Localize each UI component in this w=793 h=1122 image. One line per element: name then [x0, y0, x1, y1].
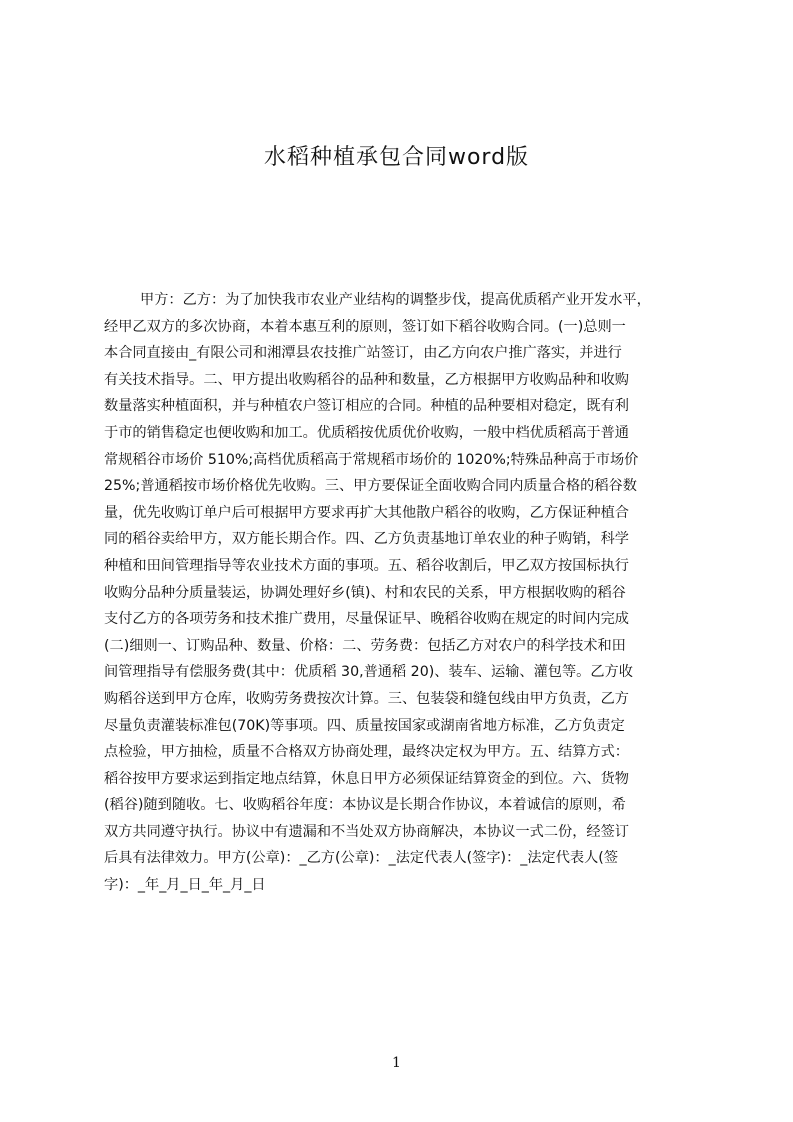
body-line: 量，优先收购订单户后可根据甲方要求再扩大其他散户稻谷的收购，乙方保证种植合	[104, 504, 629, 521]
body-line: 后具有法律效力。甲方(公章)：_乙方(公章)：_法定代表人(签字)：_法定代表人(签	[104, 850, 619, 867]
body-line: 尽量负责灌装标准包(70K)等事项。四、质量按国家或湖南省地方标准，乙方负责定	[104, 717, 625, 734]
body-line: 甲方：乙方：为了加快我市农业产业结构的调整步伐，提高优质稻产业开发水平，	[140, 292, 651, 308]
body-line: 经甲乙双方的多次协商，本着本惠互利的原则，签订如下稻谷收购合同。(一)总则一	[104, 318, 626, 335]
page-number: 1	[392, 1055, 401, 1071]
body-line: 购稻谷送到甲方仓库，收购劳务费按次计算。三、包装袋和缝包线由甲方负责，乙方	[104, 690, 629, 707]
body-line: 于市的销售稳定也便收购和加工。优质稻按优质优价收购，一般中档优质稻高于普通	[104, 424, 629, 441]
body-line: 收购分品种分质量装运，协调处理好乡(镇)、村和农民的关系，甲方根据收购的稻谷	[104, 584, 626, 601]
body-line: 稻谷按甲方要求运到指定地点结算，休息日甲方必须保证结算资金的到位。六、货物	[104, 770, 629, 787]
body-line: 支付乙方的各项劳务和技术推广费用，尽量保证早、晚稻谷收购在规定的时间内完成	[104, 611, 629, 628]
body-line: 双方共同遵守执行。协议中有遗漏和不当处双方协商解决，本协议一式二份，经签订	[104, 823, 629, 840]
body-line: 同的稻谷卖给甲方，双方能长期合作。四、乙方负责基地订单农业的种子购销，科学	[104, 531, 629, 548]
body-line: (稻谷)随到随收。七、收购稻谷年度：本协议是长期合作协议，本着诚信的原则，希	[104, 797, 626, 814]
body-line: 25%;普通稻按市场价格优先收购。三、甲方要保证全面收购合同内质量合格的稻谷数	[104, 478, 637, 495]
contract-body	[104, 287, 698, 899]
document-title: 水稻种植承包合同word版	[263, 145, 530, 170]
body-line: 间管理指导有偿服务费(其中：优质稻 30,普通稻 20)、装车、运输、灌包等。乙方收	[104, 664, 633, 681]
body-line: 本合同直接由_有限公司和湘潭县农技推广站签订，由乙方向农户推广落实，并进行	[104, 345, 622, 362]
body-line: 点检验，甲方抽检，质量不合格双方协商处理，最终决定权为甲方。五、结算方式：	[104, 744, 629, 761]
body-line: 字)：_年_月_日_年_月_日	[104, 877, 266, 894]
body-line: (二)细则一、订购品种、数量、价格：二、劳务费：包括乙方对农户的科学技术和田	[104, 637, 626, 654]
body-line: 数量落实种植面积，并与种植农户签订相应的合同。种植的品种要相对稳定，既有利	[104, 398, 629, 415]
body-line: 有关技术指导。二、甲方提出收购稻谷的品种和数量，乙方根据甲方收购品种和收购	[104, 371, 629, 388]
body-line: 种植和田间管理指导等农业技术方面的事项。五、稻谷收割后，甲乙双方按国标执行	[104, 557, 629, 574]
body-line: 常规稻谷市场价 510%;高档优质稻高于常规稻市场价的 1020%;特殊品种高于市场价	[104, 451, 639, 468]
